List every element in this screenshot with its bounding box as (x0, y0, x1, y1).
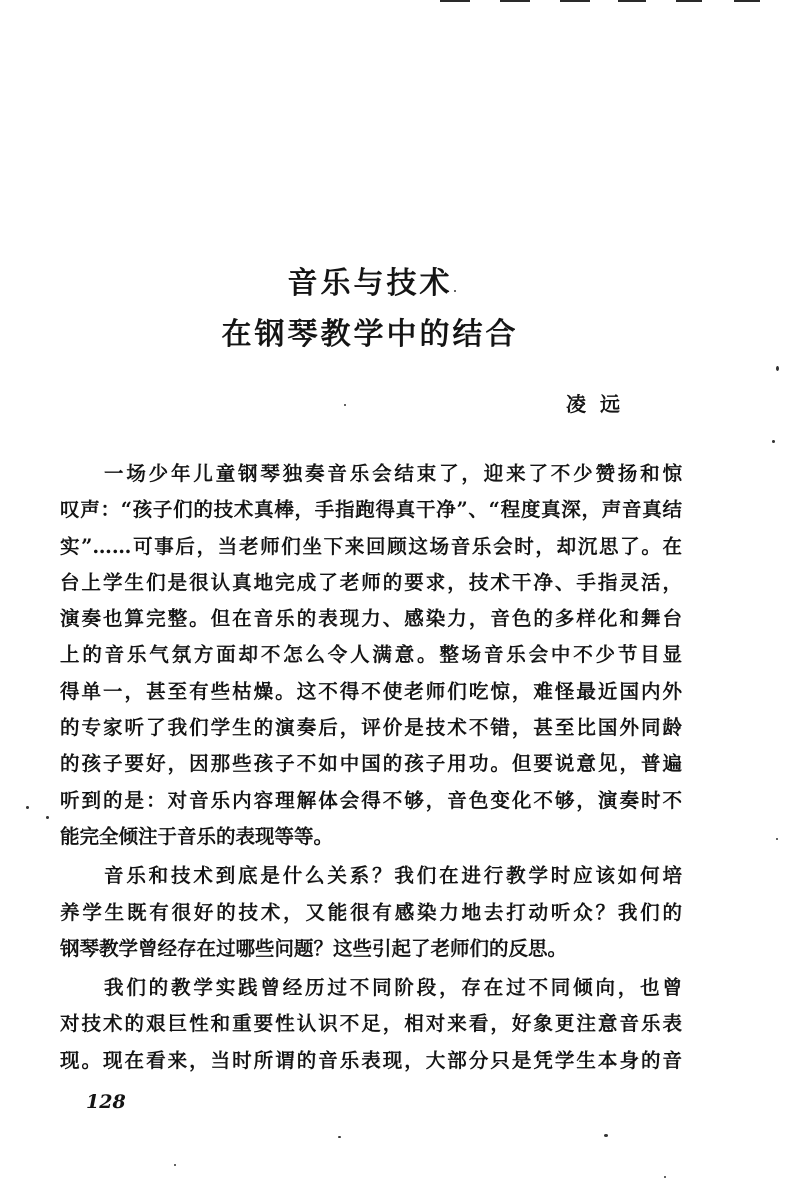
text-line: 音乐和技术到底是什么关系？我们在进行教学时应该如何培 (104, 864, 682, 888)
paragraph (60, 456, 682, 855)
paragraph (60, 858, 682, 967)
scan-edge-mark (560, 0, 590, 2)
scan-speck (604, 1134, 608, 1137)
scan-edge-mark (734, 0, 760, 2)
article-subtitle: 在钢琴教学中的结合 (221, 317, 519, 352)
text-line: 一场少年儿童钢琴独奏音乐会结束了，迎来了不少赞扬和惊 (104, 462, 682, 485)
text-line: 台上学生们是很认真地完成了老师的要求，技术干净、手指灵活， (60, 570, 682, 594)
scan-edge-mark (440, 0, 470, 2)
text-line: 得单一，甚至有些枯燥。这不得不使老师们吃惊，难怪最近国内外 (60, 679, 682, 703)
text-line: 实”……可事后，当老师们坐下来回顾这场音乐会时，却沉思了。在 (60, 534, 682, 558)
scan-speck (664, 1176, 666, 1178)
paragraph (60, 970, 682, 1079)
scan-speck (26, 806, 29, 809)
text-line: 的专家听了我们学生的演奏后，评价是技术不错，甚至比国外同龄 (60, 716, 682, 740)
article-body (60, 456, 682, 1079)
scan-speck (46, 816, 49, 819)
text-line: 演奏也算完整。但在音乐的表现力、感染力，音色的多样化和舞台 (60, 607, 682, 631)
scan-speck (344, 404, 346, 406)
text-line: 的孩子要好，因那些孩子不如中国的孩子用功。但要说意见，普遍 (60, 752, 682, 776)
text-line: 叹声：“孩子们的技术真棒，手指跑得真干净”、“程度真深，声音真结 (60, 498, 682, 522)
text-line: 现。现在看来，当时所谓的音乐表现，大部分只是凭学生本身的音 (60, 1048, 682, 1072)
scan-speck (776, 366, 779, 371)
scan-edge-mark (618, 0, 646, 2)
scan-speck (174, 1164, 176, 1166)
text-line: 对技术的艰巨性和重要性认识不足，相对来看，好象更注意音乐表 (60, 1012, 682, 1036)
scan-edge-mark (500, 0, 530, 2)
text-line: 能完全倾注于音乐的表现等等。 (60, 824, 334, 848)
scan-speck (338, 1136, 341, 1138)
scan-edge-mark (676, 0, 702, 2)
scan-speck (772, 440, 775, 443)
page-number: 128 (86, 1091, 126, 1113)
text-line: 上的音乐气氛方面却不怎么令人满意。整场音乐会中不少节目显 (60, 643, 682, 667)
text-line: 听到的是：对音乐内容理解体会得不够，音色变化不够，演奏时不 (60, 788, 682, 812)
author-name: 凌远 (566, 392, 634, 416)
scan-speck (776, 838, 778, 840)
text-line: 我们的教学实践曾经历过不同阶段，存在过不同倾向，也曾 (104, 976, 682, 1000)
text-line: 钢琴教学曾经存在过哪些问题？这些引起了老师们的反思。 (60, 936, 568, 960)
article-title: 音乐与技术 (287, 266, 453, 301)
text-line: 养学生既有很好的技术，又能很有感染力地去打动听众？我们的 (60, 900, 682, 924)
